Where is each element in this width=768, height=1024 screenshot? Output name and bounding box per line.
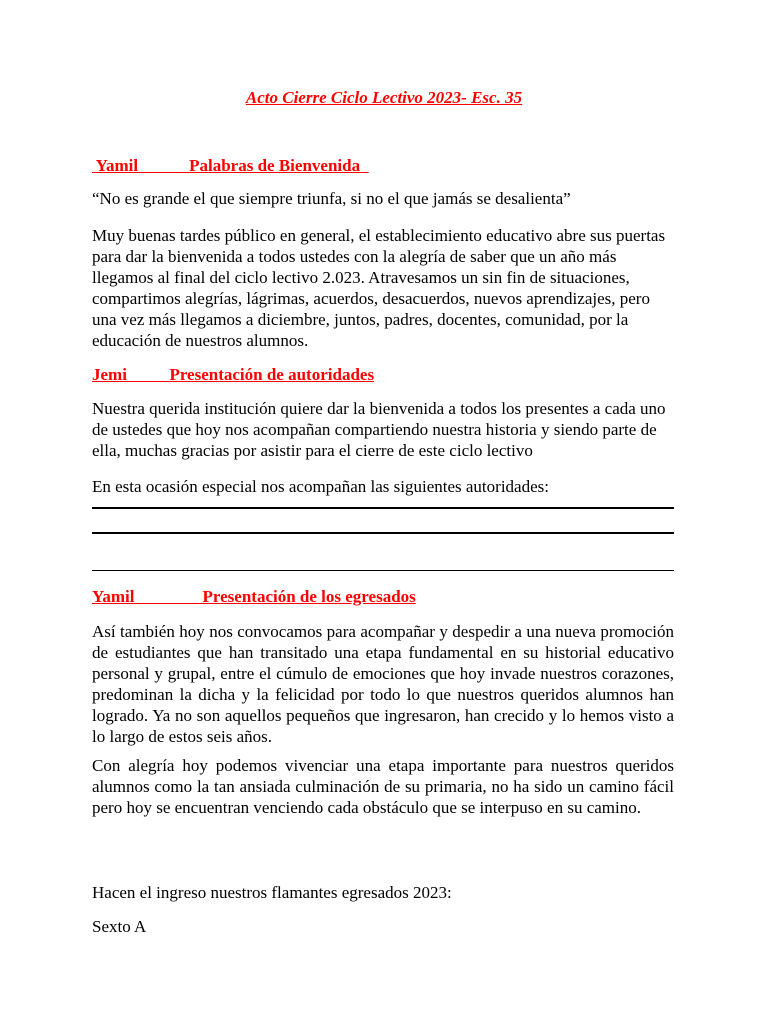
class-label: Sexto A — [92, 917, 147, 936]
blank-line-1 — [92, 507, 674, 509]
document-title: Acto Cierre Ciclo Lectivo 2023- Esc. 35 — [245, 88, 523, 107]
entrance-line: Hacen el ingreso nuestros flamantes egresados 2023: — [92, 883, 452, 902]
speaker-name: Yamil — [92, 587, 135, 606]
authorities-paragraph: Nuestra querida institución quiere dar la bienvenida a todos los presentes a cada uno de ustedes que hoy nos acompañan compartiendo nuestra historia y siendo parte de ella, muchas gracias por asistir para el cierre de este ciclo lectivo — [92, 399, 666, 460]
section-title: Presentación de autoridades — [169, 365, 375, 384]
quote-text: “No es grande el que siempre triunfa, si no el que jamás se desalienta” — [92, 189, 571, 208]
speaker-name: Jemi — [92, 365, 127, 384]
blank-line-2 — [92, 532, 674, 534]
welcome-paragraph: Muy buenas tardes público en general, el establecimiento educativo abre sus puertas para dar la bienvenida a todos ustedes con la alegría de saber que un año más llegamos al final del ciclo lectivo 2.023. Atravesamos un sin fin de situaciones, compartimos alegrías, lágrimas, acuerdos, desacuerdos, nuevos aprendizajes, pero una vez más llegamos a diciembre, juntos, padres, docentes, comunidad, por la educación de nuestros alumnos. — [92, 226, 666, 350]
section-heading-authorities — [92, 365, 374, 385]
blank-line-3 — [92, 570, 674, 571]
graduates-paragraph-1: Así también hoy nos convocamos para acompañar y despedir a una nueva promoción de estudiantes que han transitado una etapa fundamental en su historial educativo personal y grupal, entre el cúmulo de emociones que hoy invade nuestros corazones, predominan la dicha y la felicidad por todo lo que nuestros queridos alumnos han logrado. Ya no son aquellos pequeños que ingresaron, han crecido y lo hemos visto a lo largo de estos seis años. — [92, 622, 674, 746]
speaker-name: Yamil — [95, 156, 139, 175]
section-title: Presentación de los egresados — [202, 587, 416, 606]
section-title: Palabras de Bienvenida — [189, 156, 361, 175]
section-heading-welcome — [92, 156, 369, 176]
authorities-intro: En esta ocasión especial nos acompañan las siguientes autoridades: — [92, 477, 549, 496]
graduates-paragraph-2: Con alegría hoy podemos vivenciar una etapa importante para nuestros queridos alumnos como la tan ansiada culminación de su primaria, no ha sido un camino fácil pero hoy se encuentran venciendo cada obstáculo que se interpuso en su camino. — [92, 756, 674, 817]
section-heading-graduates — [92, 587, 416, 607]
